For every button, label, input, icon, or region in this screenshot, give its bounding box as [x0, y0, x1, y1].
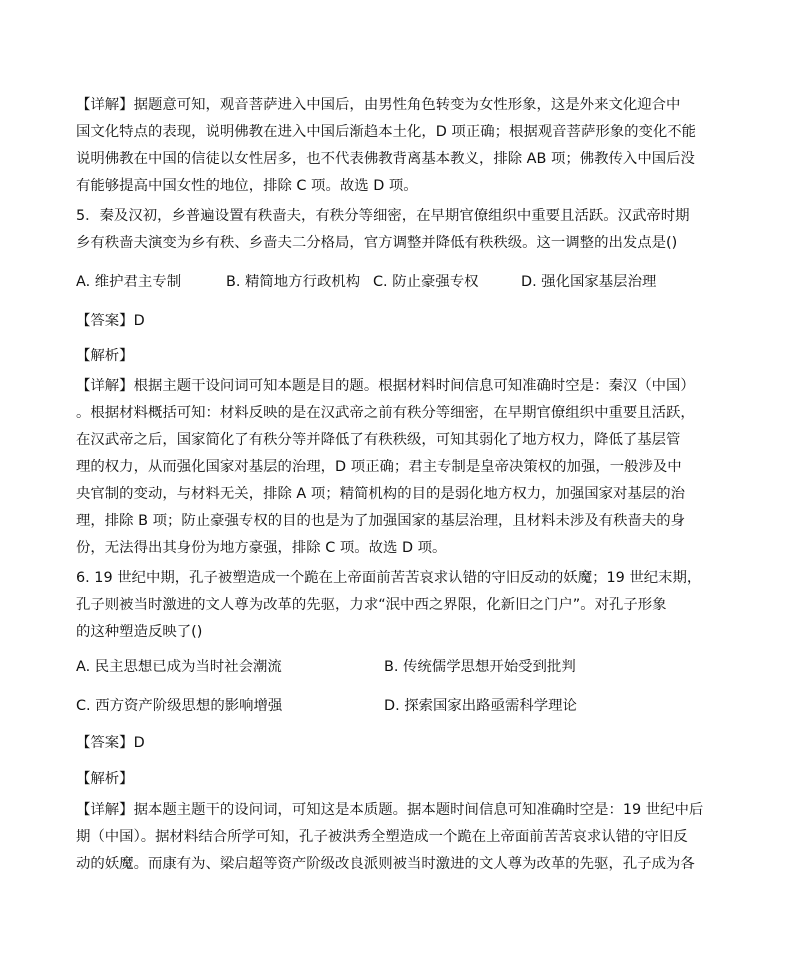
q5-option-c: C. 防止豪强专权: [373, 274, 479, 290]
q4-explanation-line: 【详解】据题意可知，观音菩萨进入中国后，由男性角色转变为女性形象，这是外来文化迎合中: [76, 97, 681, 113]
q5-answer: 【答案】D: [76, 313, 145, 329]
q6-stem-line: 孔子则被当时激进的文人尊为改革的先驱，力求“泯中西之界限，化新旧之门户”。对孔子形象: [76, 597, 667, 613]
q5-explanation-line: 。根据材料概括可知：材料反映的是在汉武帝之前有秩分等细密，在早期官僚组织中重要且活跃，: [76, 405, 695, 421]
q5-option-d: D. 强化国家基层治理: [521, 274, 657, 290]
q4-explanation-line: 有能够提高中国女性的地位，排除 C 项。故选 D 项。: [76, 178, 418, 194]
q6-analysis-heading: 【解析】: [76, 771, 134, 787]
q5-stem-line: 5．秦及汉初，乡普遍设置有秩啬夫，有秩分等细密，在早期官僚组织中重要且活跃。汉武帝时期: [76, 208, 690, 224]
q5-stem-line: 乡有秩啬夫演变为乡有秩、乡啬夫二分格局，官方调整并降低有秩秩级。这一调整的出发点是(): [76, 235, 678, 251]
q4-explanation-line: 说明佛教在中国的信徒以女性居多，也不代表佛教背离基本教义，排除 AB 项；佛教传入中国后没: [76, 151, 695, 167]
q5-analysis-heading: 【解析】: [76, 348, 134, 364]
q6-option-d: D. 探索国家出路亟需科学理论: [384, 698, 577, 714]
q5-explanation-line: 理，排除 B 项；防止豪强专权的目的也是为了加强国家的基层治理，且材料未涉及有秩啬夫的身: [76, 513, 686, 529]
q5-option-a: A. 维护君主专制: [76, 274, 182, 290]
q6-option-c: C. 西方资产阶级思想的影响增强: [76, 698, 283, 714]
q6-answer: 【答案】D: [76, 735, 145, 751]
q5-explanation-line: 央官制的变动，与材料无关，排除 A 项；精简机构的目的是弱化地方权力，加强国家对基层的治: [76, 486, 686, 502]
q4-explanation-line: 国文化特点的表现，说明佛教在进入中国后渐趋本土化，D 项正确；根据观音菩萨形象的变化不能: [76, 124, 697, 140]
q6-explanation-line: 动的妖魔。而康有为、梁启超等资产阶级改良派则被当时激进的文人尊为改革的先驱，孔子成为各: [76, 856, 695, 872]
q5-explanation-line: 理的权力，从而强化国家对基层的治理，D 项正确；君主专制是皇帝决策权的加强，一般涉及中: [76, 459, 682, 475]
q5-explanation-line: 【详解】根据主题干设问词可知本题是目的题。根据材料时间信息可知准确时空是：秦汉（中国）: [76, 378, 695, 394]
q6-option-a: A. 民主思想已成为当时社会潮流: [76, 659, 282, 675]
q6-stem-line: 6. 19 世纪中期，孔子被塑造成一个跪在上帝面前苦苦哀求认错的守旧反动的妖魔；19 世纪末期，: [76, 570, 702, 586]
q5-explanation-line: 在汉武帝之后，国家简化了有秩分等并降低了有秩秩级，可知其弱化了地方权力，降低了基层管: [76, 432, 681, 448]
q6-option-b: B. 传统儒学思想开始受到批判: [384, 659, 576, 675]
q6-explanation-line: 【详解】据本题主题干的设问词，可知这是本质题。据本题时间信息可知准确时空是：19 世纪中后: [76, 802, 704, 818]
q5-option-b: B. 精简地方行政机构: [226, 274, 361, 290]
q6-stem-line: 的这种塑造反映了(): [76, 624, 203, 640]
q5-explanation-line: 份，无法得出其身份为地方豪强，排除 C 项。故选 D 项。: [76, 540, 447, 556]
q6-explanation-line: 期（中国）。据材料结合所学可知，孔子被洪秀全塑造成一个跪在上帝面前苦苦哀求认错的守旧反: [76, 829, 688, 845]
